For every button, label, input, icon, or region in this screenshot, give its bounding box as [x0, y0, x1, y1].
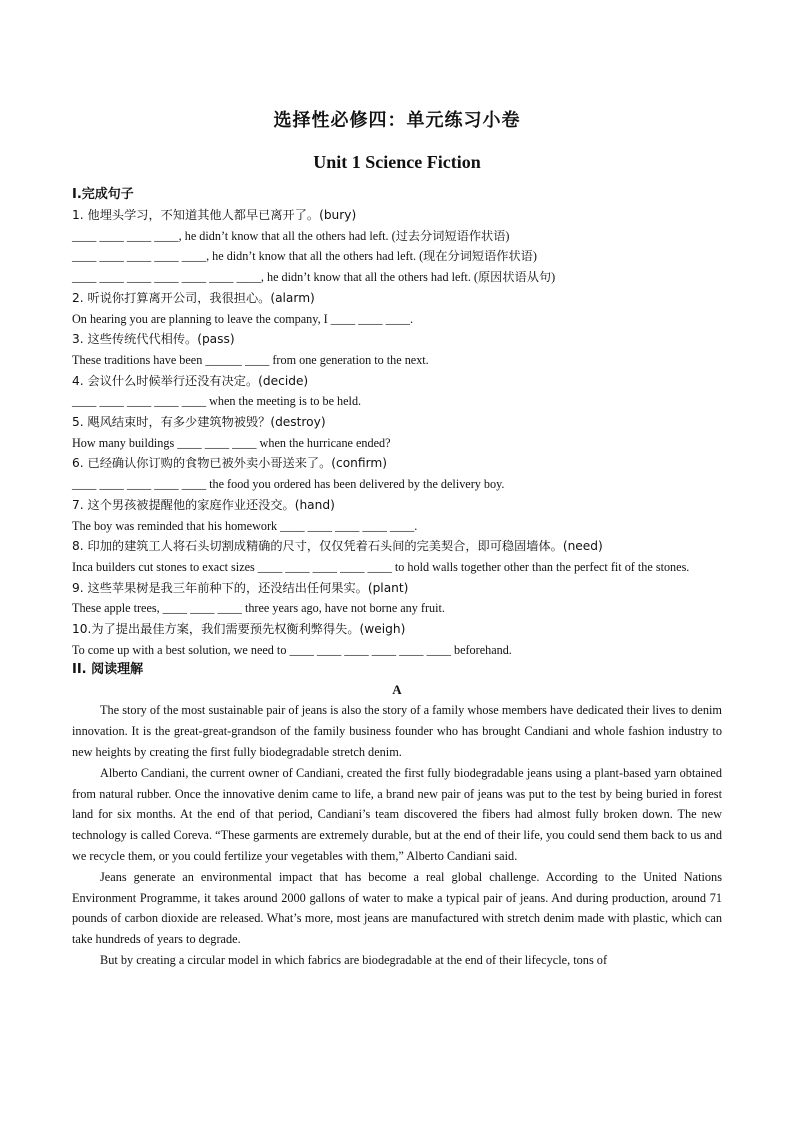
section-heading-reading: II. 阅读理解 — [72, 662, 144, 678]
exercise-line: 8. 印加的建筑工人将石头切割成精确的尺寸，仅仅凭着石头间的完美契合，即可稳固墙体。(need) — [72, 539, 603, 554]
exercise-line: The boy was reminded that his homework ____ ____ ____ ____ ____. — [72, 518, 418, 533]
exercise-line: 6. 已经确认你订购的食物已被外卖小哥送来了。(confirm) — [72, 456, 387, 471]
exercise-line: These traditions have been ______ ____ from one generation to the next. — [72, 352, 429, 367]
document-page — [72, 98, 722, 971]
section-heading-sentence-completion: I.完成句子 — [72, 187, 134, 202]
passage-paragraph: But by creating a circular model in which fabrics are biodegradable at the end of their lifecycle, tons of — [100, 953, 608, 968]
exercise-line: On hearing you are planning to leave the company, I ____ ____ ____. — [72, 311, 414, 326]
exercise-line: 7. 这个男孩被提醒他的家庭作业还没交。(hand) — [72, 497, 335, 512]
exercise-line: 5. 飓风结束时，有多少建筑物被毁？(destroy) — [72, 415, 326, 430]
exercise-line: How many buildings ____ ____ ____ when the hurricane ended? — [72, 435, 391, 450]
exercise-line: 4. 会议什么时候举行还没有决定。(decide) — [72, 373, 309, 388]
exercise-line: To come up with a best solution, we need to ____ ____ ____ ____ ____ ____ beforehand. — [72, 642, 512, 657]
exercise-line: ____ ____ ____ ____ ____ the food you ordered has been delivered by the delivery boy. — [72, 477, 505, 492]
passage-label: A — [392, 682, 402, 698]
passage-paragraph: Alberto Candiani, the current owner of Candiani, created the first fully biodegradable jeans using a plant-based yarn obtained from natural rubber. Once the innovative denim came to life, a brand new pair of jeans was put to the test by being buried in forest land for six months. At the end of that period, Candiani’s team discovered the fibers had almost fully broken down. The new technology is called Coreva. “These garments are extremely durable, but at the end of their life, you could send them back to us and we recycle them, or you could fertilize your vegetables with them,” Alberto Candiani said. — [72, 765, 722, 864]
exercise-line: ____ ____ ____ ____, he didn’t know that all the others had left. (过去分词短语作状语) — [72, 228, 510, 243]
document-title-en: Unit 1 Science Fiction — [313, 152, 481, 172]
passage-paragraph: The story of the most sustainable pair of jeans is also the story of a family whose members have dedicated their lives to denim innovation. It is the great-great-grandson of the family business founder who has brought Candiani and whole fashion industry to new heights by creating the first fully biodegradable stretch denim. — [72, 703, 722, 760]
exercise-line: These apple trees, ____ ____ ____ three years ago, have not borne any fruit. — [72, 601, 445, 616]
document-title-cn: 选择性必修四：单元练习小卷 — [273, 110, 521, 131]
exercise-line: 9. 这些苹果树是我三年前种下的，还没结出任何果实。(plant) — [72, 580, 409, 595]
exercise-line: ____ ____ ____ ____ ____ when the meeting is to be held. — [72, 394, 362, 409]
exercise-line: 3. 这些传统代代相传。(pass) — [72, 332, 235, 347]
passage-paragraph: Jeans generate an environmental impact that has become a real global challenge. According to the United Nations Environment Programme, it takes around 2000 gallons of water to make a typical pair of jeans. And during production, around 71 pounds of carbon dioxide are released. What’s more, most jeans are manufactured with stretch denim made with plastic, which can take hundreds of years to degrade. — [72, 869, 722, 947]
exercise-line: 10.为了提出最佳方案，我们需要预先权衡利弊得失。(weigh) — [72, 622, 406, 637]
exercise-line: 1. 他埋头学习，不知道其他人都早已离开了。(bury) — [72, 208, 357, 222]
exercise-line: 2. 听说你打算离开公司，我很担心。(alarm) — [72, 290, 315, 305]
exercise-line: Inca builders cut stones to exact sizes ____ ____ ____ ____ ____ to hold walls together other than the perfect fit of the stones. — [72, 559, 690, 574]
exercise-line: ____ ____ ____ ____ ____, he didn’t know that all the others had left. (现在分词短语作状语) — [72, 249, 537, 264]
exercise-line: ____ ____ ____ ____ ____ ____ ____, he didn’t know that all the others had left. (原因状语从句) — [72, 270, 556, 285]
